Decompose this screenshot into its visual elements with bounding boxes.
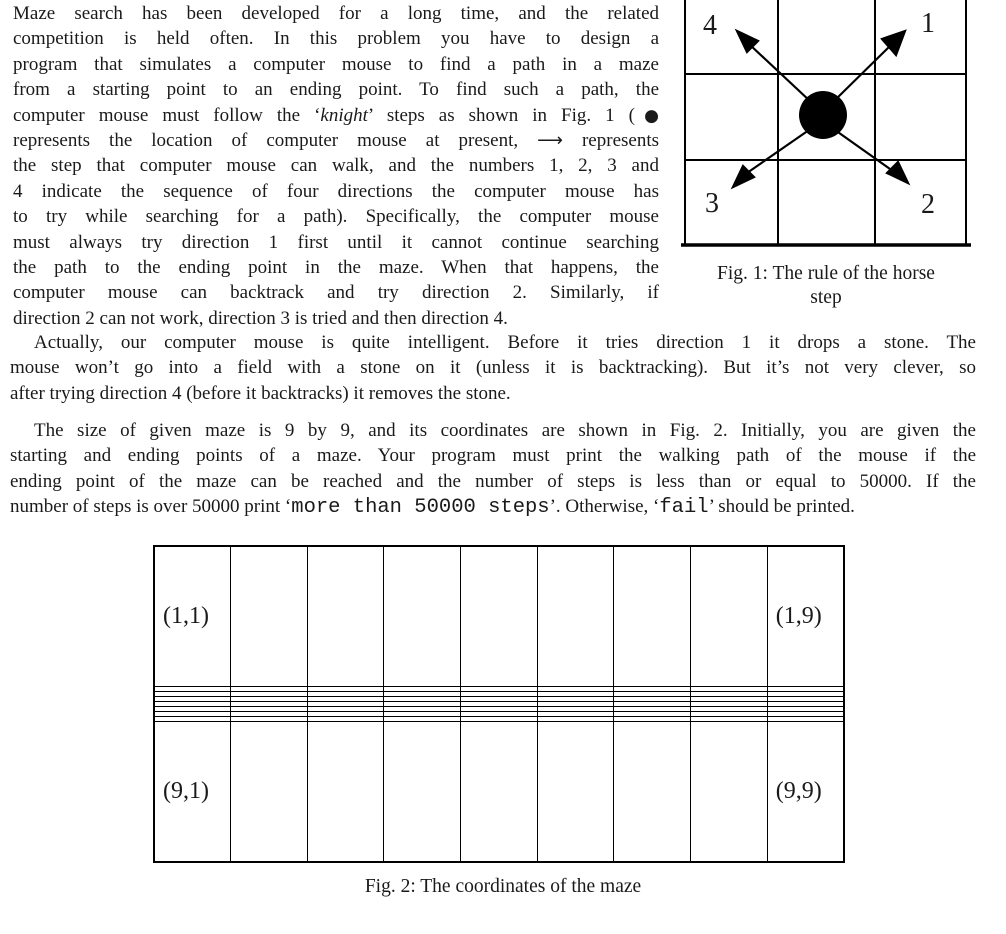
figure-1-caption	[671, 262, 981, 309]
text-line: after trying direction 4 (before it backtracks) it removes the stone.	[10, 382, 511, 404]
figure-1-caption-line1: Fig. 1: The rule of the horse	[717, 263, 935, 284]
maze-size-paragraph	[10, 418, 976, 520]
text-line: program that simulates a computer mouse to find a path in a maze	[13, 53, 659, 75]
maze-cell	[307, 721, 384, 862]
intro-paragraph	[13, 1, 659, 331]
text-line: ending point of the maze can be reached and the number of steps is less than or equal to 50000. If the	[10, 470, 976, 492]
arrow-line-2	[835, 130, 890, 169]
maze-row	[154, 721, 844, 862]
text-line: from a starting point to an ending point. To find such a path, the	[13, 79, 659, 101]
figure-1	[681, 0, 971, 309]
maze-cell	[691, 546, 768, 687]
maze-cell	[691, 721, 768, 862]
direction-label-4: 4	[703, 10, 717, 41]
maze-cell	[537, 546, 614, 687]
text-line: number of steps is over 50000 print ‘more than 50000 steps’. Otherwise, ‘fail’ should be printed.	[10, 496, 855, 520]
maze-cell	[307, 546, 384, 687]
knight-step-diagram	[681, 0, 971, 248]
text-line: computer mouse can backtrack and try direction 2. Similarly, if	[13, 282, 659, 304]
arrow-head-2	[887, 162, 908, 183]
text-line: must always try direction 1 first until it cannot continue searching	[13, 231, 659, 253]
maze-corner-label: (1,1)	[154, 546, 231, 687]
stone-rule-paragraph	[10, 330, 976, 406]
text-line: mouse won’t go into a field with a stone on it (unless it is backtracking). But it’s not very clever, so	[10, 357, 976, 379]
text-line: direction 2 can not work, direction 3 is tried and then direction 4.	[13, 307, 508, 329]
text-line: Maze search has been developed for a long time, and the related	[13, 3, 659, 24]
text-line: the step that computer mouse can walk, and the numbers 1, 2, 3 and	[13, 155, 659, 177]
text-line: The size of given maze is 9 by 9, and its coordinates are shown in Fig. 2. Initially, you are given the	[34, 420, 976, 441]
maze-row	[154, 546, 844, 687]
text-line: competition is held often. In this problem you have to design a	[13, 28, 659, 50]
text-line: 4 indicate the sequence of four directions the computer mouse has	[13, 180, 659, 202]
maze-cell	[384, 546, 461, 687]
maze-cell	[384, 721, 461, 862]
maze-cell	[231, 721, 308, 862]
text-line: starting and ending points of a maze. Your program must print the walking path of the mouse if the	[10, 445, 976, 467]
maze-corner-label: (9,9)	[767, 721, 844, 862]
text-line: Actually, our computer mouse is quite intelligent. Before it tries direction 1 it drops a stone. The	[34, 332, 976, 353]
text-line: the path to the ending point in the maze. When that happens, the	[13, 256, 659, 278]
direction-label-1: 1	[921, 8, 935, 39]
text-line: represents the location of computer mouse at present, ⟶ represents	[13, 129, 659, 151]
maze-corner-label: (1,9)	[767, 546, 844, 687]
maze-corner-label: (9,1)	[154, 721, 231, 862]
text-line: computer mouse must follow the ‘knight’ steps as shown in Fig. 1 (●	[13, 104, 659, 126]
figure-2-caption: Fig. 2: The coordinates of the maze	[364, 876, 642, 897]
maze-cell	[461, 721, 538, 862]
maze-cell	[537, 721, 614, 862]
figure-1-caption-line2: step	[810, 286, 842, 308]
direction-label-2: 2	[921, 189, 935, 220]
maze-grid	[153, 545, 845, 863]
text-line: to try while searching for a path). Specifically, the computer mouse	[13, 206, 659, 228]
maze-cell	[231, 546, 308, 687]
maze-cell	[614, 546, 691, 687]
maze-cell	[614, 721, 691, 862]
maze-cell	[461, 546, 538, 687]
direction-label-3: 3	[705, 188, 719, 219]
